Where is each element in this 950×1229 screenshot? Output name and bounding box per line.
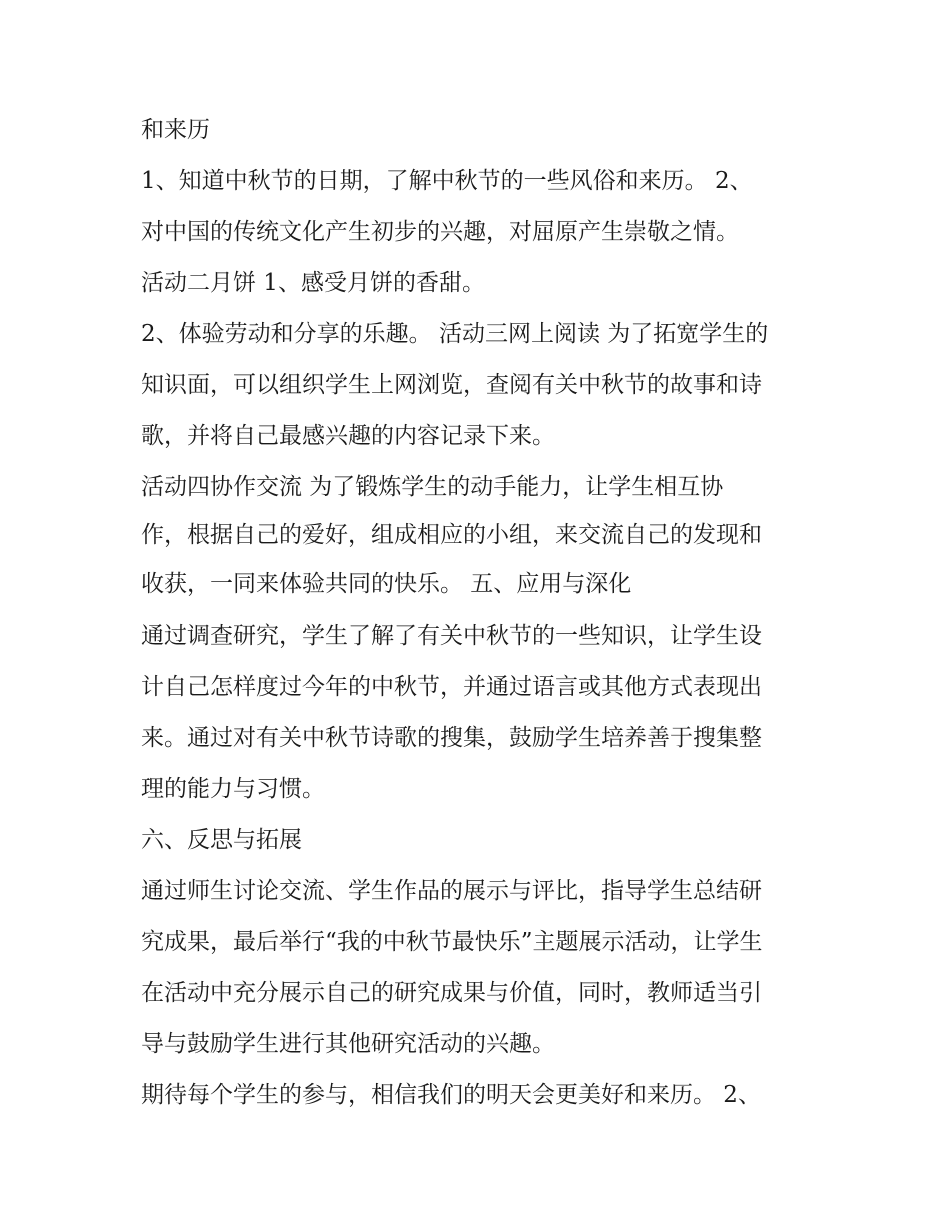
text-line: 活动二月饼 1、感受月饼的香甜。 (141, 270, 485, 296)
text-line: 1、知道中秋节的日期，了解中秋节的一些风俗和来历。 2、 (141, 168, 753, 194)
text-line: 作，根据自己的爱好，组成相应的小组，来交流自己的发现和 (141, 522, 762, 548)
text-line: 期待每个学生的参与，相信我们的明天会更美好和来历。 2、 (141, 1082, 761, 1108)
text-line: 六、反思与拓展 (141, 827, 302, 853)
text-line: 知识面，可以组织学生上网浏览，查阅有关中秋节的故事和诗 (141, 372, 762, 398)
text-line: 对中国的传统文化产生初步的兴趣，对屈原产生崇敬之情。 (141, 219, 739, 245)
text-line: 通过调查研究，学生了解了有关中秋节的一些知识，让学生设 (141, 623, 762, 649)
text-line: 2、体验劳动和分享的乐趣。 活动三网上阅读 为了拓宽学生的 (141, 321, 769, 347)
text-line: 收获，一同来体验共同的快乐。 五、应用与深化 (141, 571, 632, 597)
text-line: 来。通过对有关中秋节诗歌的搜集，鼓励学生培养善于搜集整 (141, 725, 762, 751)
text-line: 活动四协作交流 为了锻炼学生的动手能力，让学生相互协 (141, 474, 724, 500)
text-line: 通过师生讨论交流、学生作品的展示与评比，指导学生总结研 (141, 878, 762, 904)
text-line: 歌，并将自己最感兴趣的内容记录下来。 (141, 423, 555, 449)
text-line: 理的能力与习惯。 (141, 776, 325, 802)
text-line: 计自己怎样度过今年的中秋节，并通过语言或其他方式表现出 (141, 674, 762, 700)
text-line: 导与鼓励学生进行其他研究活动的兴趣。 (141, 1031, 555, 1057)
text-line: 和来历 (141, 117, 210, 143)
text-line: 究成果，最后举行“我的中秋节最快乐”主题展示活动，让学生 (141, 929, 763, 955)
text-line: 在活动中充分展示自己的研究成果与价值，同时，教师适当引 (141, 980, 762, 1006)
